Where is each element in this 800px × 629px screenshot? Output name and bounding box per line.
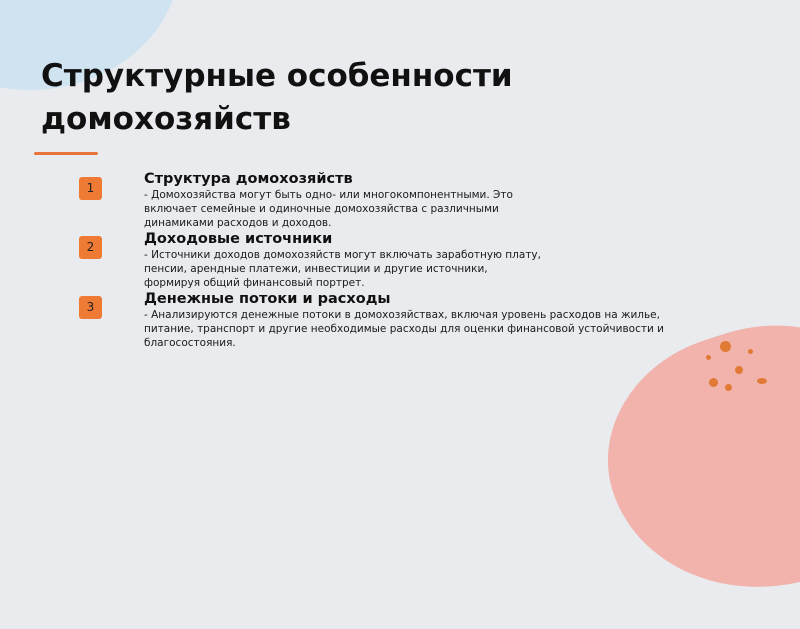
item-number-badge: 3: [79, 296, 102, 319]
item-title: Денежные потоки и расходы: [144, 291, 391, 307]
decorative-dot: [748, 349, 753, 354]
item-description: - Анализируются денежные потоки в домохозяйствах, включая уровень расходов на жилье, питание, транспорт и другие необходимые расходы для оценки финансовой устойчивости и благосостояния.: [144, 309, 664, 349]
decorative-dot: [709, 378, 718, 387]
decorative-dot: [725, 384, 732, 391]
item-title: Структура домохозяйств: [144, 171, 353, 187]
list-item: [144, 231, 544, 290]
decorative-dot: [735, 366, 743, 374]
item-description: - Домохозяйства могут быть одно- или многокомпонентными. Это включает семейные и одиночные домохозяйства с различными динамиками расходов и доходов.: [144, 189, 513, 229]
item-title: Доходовые источники: [144, 231, 333, 247]
title-underline: [34, 152, 98, 155]
item-description: - Источники доходов домохозяйств могут включать заработную плату, пенсии, арендные платежи, инвестиции и другие источники, формируя общий финансовый портрет.: [144, 249, 541, 289]
slide-title: Структурные особенности домохозяйств: [41, 58, 513, 137]
list-item: [144, 171, 544, 230]
item-number-badge: 1: [79, 177, 102, 200]
decorative-dot: [706, 355, 711, 360]
decorative-dot: [720, 341, 731, 352]
item-number-badge: 2: [79, 236, 102, 259]
decorative-dot: [757, 378, 767, 384]
list-item: [144, 291, 689, 350]
